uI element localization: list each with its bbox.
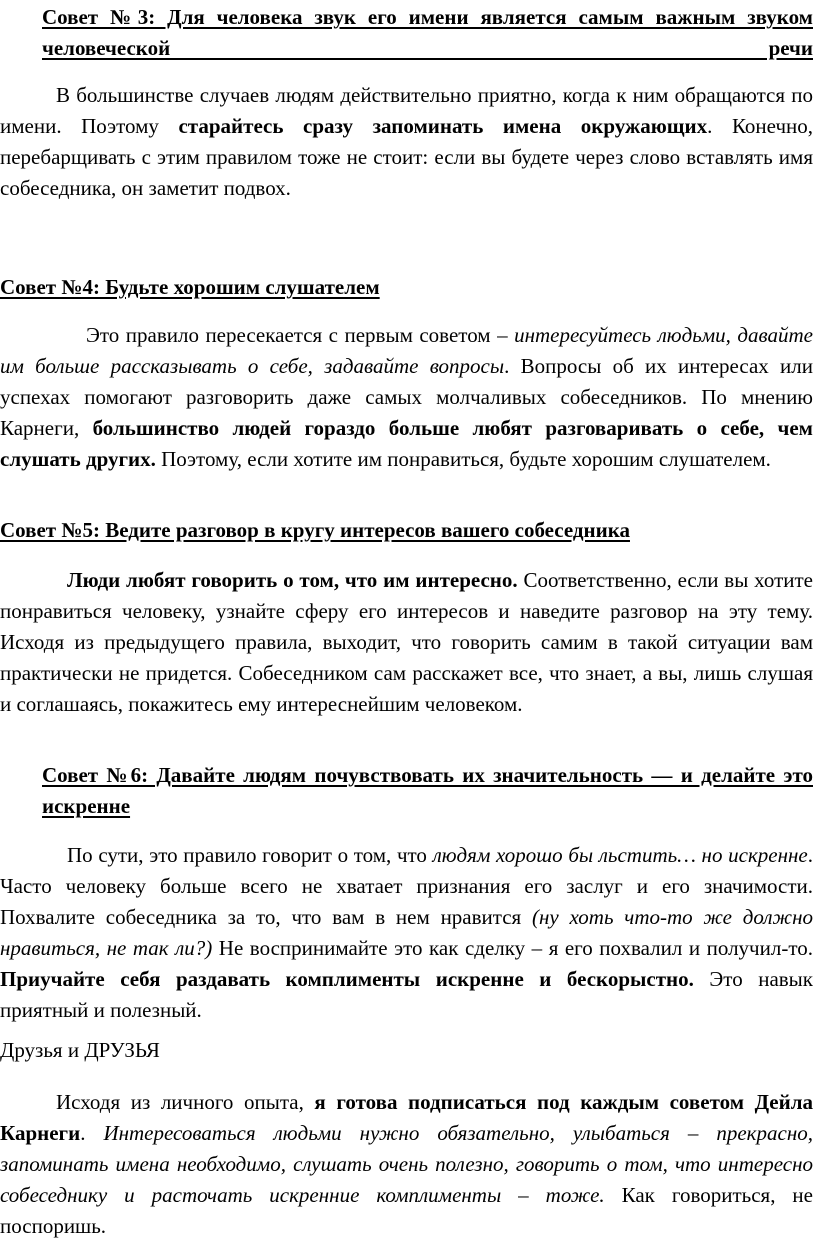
tip5-paragraph: Люди любят говорить о том, что им интересно. Соответственно, если вы хотите понравиться человеку, узнайте сферу его интересов и наведите разговор на эту тему. Исходя из предыдущего правила, выходит, что говорить самим в такой ситуации вам практически не придется. Собеседником сам расскажет все, что знает, а вы, лишь слушая и соглашаясь, покажитесь ему интереснейшим человеком.: [0, 568, 813, 716]
friends-italic-text: Интересоваться людьми нужно обязательно, улыбаться – прекрасно, запоминать имена необходимо, слушать очень полезно, говорить о том, что интересно собеседнику и расточать искренние комплименты – тоже.: [0, 1121, 813, 1207]
tip6-italic-text-1: людям хорошо бы льстить… но искренне: [432, 843, 808, 867]
tip6-bold-text: Приучайте себя раздавать комплименты искренне и бескорыстно.: [0, 967, 694, 991]
tip3-bold-text: старайтесь сразу запоминать имена окружающих: [178, 114, 708, 138]
tip5-bold-text: Люди любят говорить о том, что им интересно.: [67, 568, 518, 592]
friends-paragraph: Исходя из личного опыта, я готова подписаться под каждым советом Дейла Карнеги. Интересоваться людьми нужно обязательно, улыбаться – прекрасно, запоминать имена необходимо, слушать очень полезно, говорить о том, что интересно собеседнику и расточать искренние комплименты – тоже. Как говориться, не поспоришь.: [0, 1090, 813, 1238]
tip3-paragraph: В большинстве случаев людям действительно приятно, когда к ним обращаются по имени. Поэтому старайтесь сразу запоминать имена окружающих. Конечно, перебарщивать с этим правилом тоже не стоит: если вы будете через слово вставлять имя собеседника, он заметит подвох.: [0, 83, 813, 200]
tip4-italic-text: интересуйтесь людьми, давайте им больше рассказывать о себе, задавайте вопросы: [0, 323, 813, 378]
tip3-heading: Совет №3: Для человека звук его имени является самым важным звуком человеческой речи: [42, 5, 813, 60]
friends-bold-text: я готова подписаться под каждым советом Дейла Карнеги: [0, 1090, 813, 1145]
tip6-heading: Совет №6: Давайте людям почувствовать их значительность — и делайте это искренне: [42, 763, 813, 818]
tip4-heading: Совет №4: Будьте хорошим слушателем: [0, 275, 380, 299]
tip4-paragraph: Это правило пересекается с первым советом – интересуйтесь людьми, давайте им больше рассказывать о себе, задавайте вопросы. Вопросы об их интересах или успехах помогают разговорить даже самых молчаливых собеседников. По мнению Карнеги, большинство людей гораздо больше любят разговаривать о себе, чем слушать других. Поэтому, если хотите им понравиться, будьте хорошим слушателем.: [0, 323, 814, 471]
tip6-italic-text-2: (ну хоть что-то же должно нравиться, не так ли?): [0, 905, 813, 960]
friends-heading: Друзья и ДРУЗЬЯ: [0, 1038, 160, 1062]
tip4-bold-text: большинство людей гораздо больше любят разговаривать о себе, чем слушать других.: [0, 416, 813, 471]
tip6-paragraph: По сути, это правило говорит о том, что людям хорошо бы льстить… но искренне. Часто человеку больше всего не хватает признания его заслуг и его значимости. Похвалите собеседника за то, что вам в нем нравится (ну хоть что-то же должно нравиться, не так ли?) Не воспринимайте это как сделку – я его похвалил и получил-то. Приучайте себя раздавать комплименты искренне и бескорыстно. Это навык приятный и полезный.: [0, 843, 813, 1022]
tip5-heading: Совет №5: Ведите разговор в кругу интересов вашего собеседника: [0, 518, 630, 542]
